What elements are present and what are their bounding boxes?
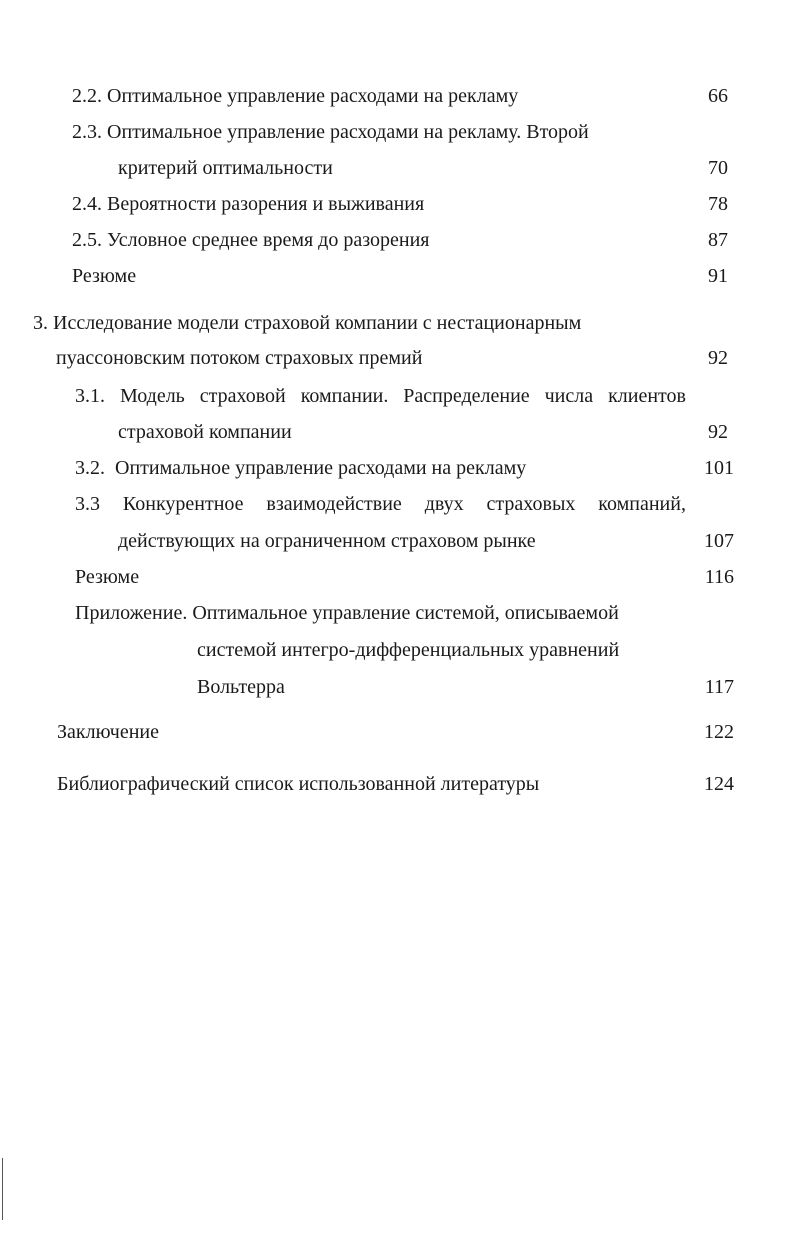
- toc-entry-2-2: 2.2. Оптимальное управление расходами на рекламу: [72, 85, 519, 107]
- toc-entry-resume-ch2: Резюме: [72, 265, 137, 287]
- toc-page-bibliography: 124: [704, 773, 734, 795]
- toc-page-resume-ch3: 116: [704, 566, 734, 588]
- scan-margin-line: [2, 1158, 3, 1220]
- toc-word: Конкурентное: [122, 493, 244, 515]
- toc-word: взаимодействие: [266, 493, 402, 515]
- toc-page-2-3: 70: [708, 157, 728, 179]
- toc-word: 3.1.: [75, 385, 105, 407]
- toc-entry-2-5: 2.5. Условное среднее время до разорения: [72, 229, 430, 251]
- toc-page-3-2: 101: [704, 457, 734, 479]
- toc-word: Модель: [119, 385, 185, 407]
- toc-word: числа: [544, 385, 594, 407]
- toc-page-2-4: 78: [708, 193, 728, 215]
- toc-entry-appendix-line2: системой интегро-дифференциальных уравнений: [197, 639, 620, 661]
- toc-page-3-1: 92: [708, 421, 728, 443]
- toc-entry-2-4: 2.4. Вероятности разорения и выживания: [72, 193, 425, 215]
- toc-word: двух: [424, 493, 464, 515]
- toc-word: компаний,: [598, 493, 686, 515]
- toc-word: компании.: [300, 385, 389, 407]
- toc-entry-3-1-line1: [75, 384, 686, 408]
- toc-entry-3-1-line2: страховой компании: [118, 421, 292, 443]
- toc-entry-chapter-3-line2: пуассоновским потоком страховых премий: [56, 347, 423, 369]
- toc-page-appendix: 117: [704, 676, 734, 698]
- toc-word: страховой: [199, 385, 286, 407]
- toc-word: клиентов: [608, 385, 686, 407]
- toc-word: страховых: [486, 493, 576, 515]
- toc-entry-conclusion: Заключение: [57, 721, 159, 743]
- toc-entry-2-3-line2: критерий оптимальности: [118, 157, 333, 179]
- toc-page-chapter-3: 92: [708, 347, 728, 369]
- toc-entry-appendix-line3: Вольтерра: [197, 676, 285, 698]
- toc-page-resume-ch2: 91: [708, 265, 728, 287]
- toc-page-2-2: 66: [708, 85, 728, 107]
- toc-page-conclusion: 122: [704, 721, 734, 743]
- toc-entry-appendix-line1: Приложение. Оптимальное управление системой, описываемой: [75, 602, 619, 624]
- toc-word: Распределение: [403, 385, 530, 407]
- toc-page-2-5: 87: [708, 229, 728, 251]
- toc-page-3-3: 107: [704, 530, 734, 552]
- toc-entry-2-3-line1: 2.3. Оптимальное управление расходами на рекламу. Второй: [72, 121, 589, 143]
- toc-entry-bibliography: Библиографический список использованной литературы: [57, 773, 540, 795]
- toc-entry-resume-ch3: Резюме: [75, 566, 140, 588]
- toc-entry-3-2: 3.2. Оптимальное управление расходами на рекламу: [75, 457, 527, 479]
- toc-entry-3-3-line1: [75, 492, 686, 516]
- toc-entry-chapter-3-line1: 3. Исследование модели страховой компании с нестационарным: [33, 312, 582, 334]
- toc-entry-3-3-line2: действующих на ограниченном страховом рынке: [118, 530, 536, 552]
- toc-word: 3.3: [75, 493, 100, 515]
